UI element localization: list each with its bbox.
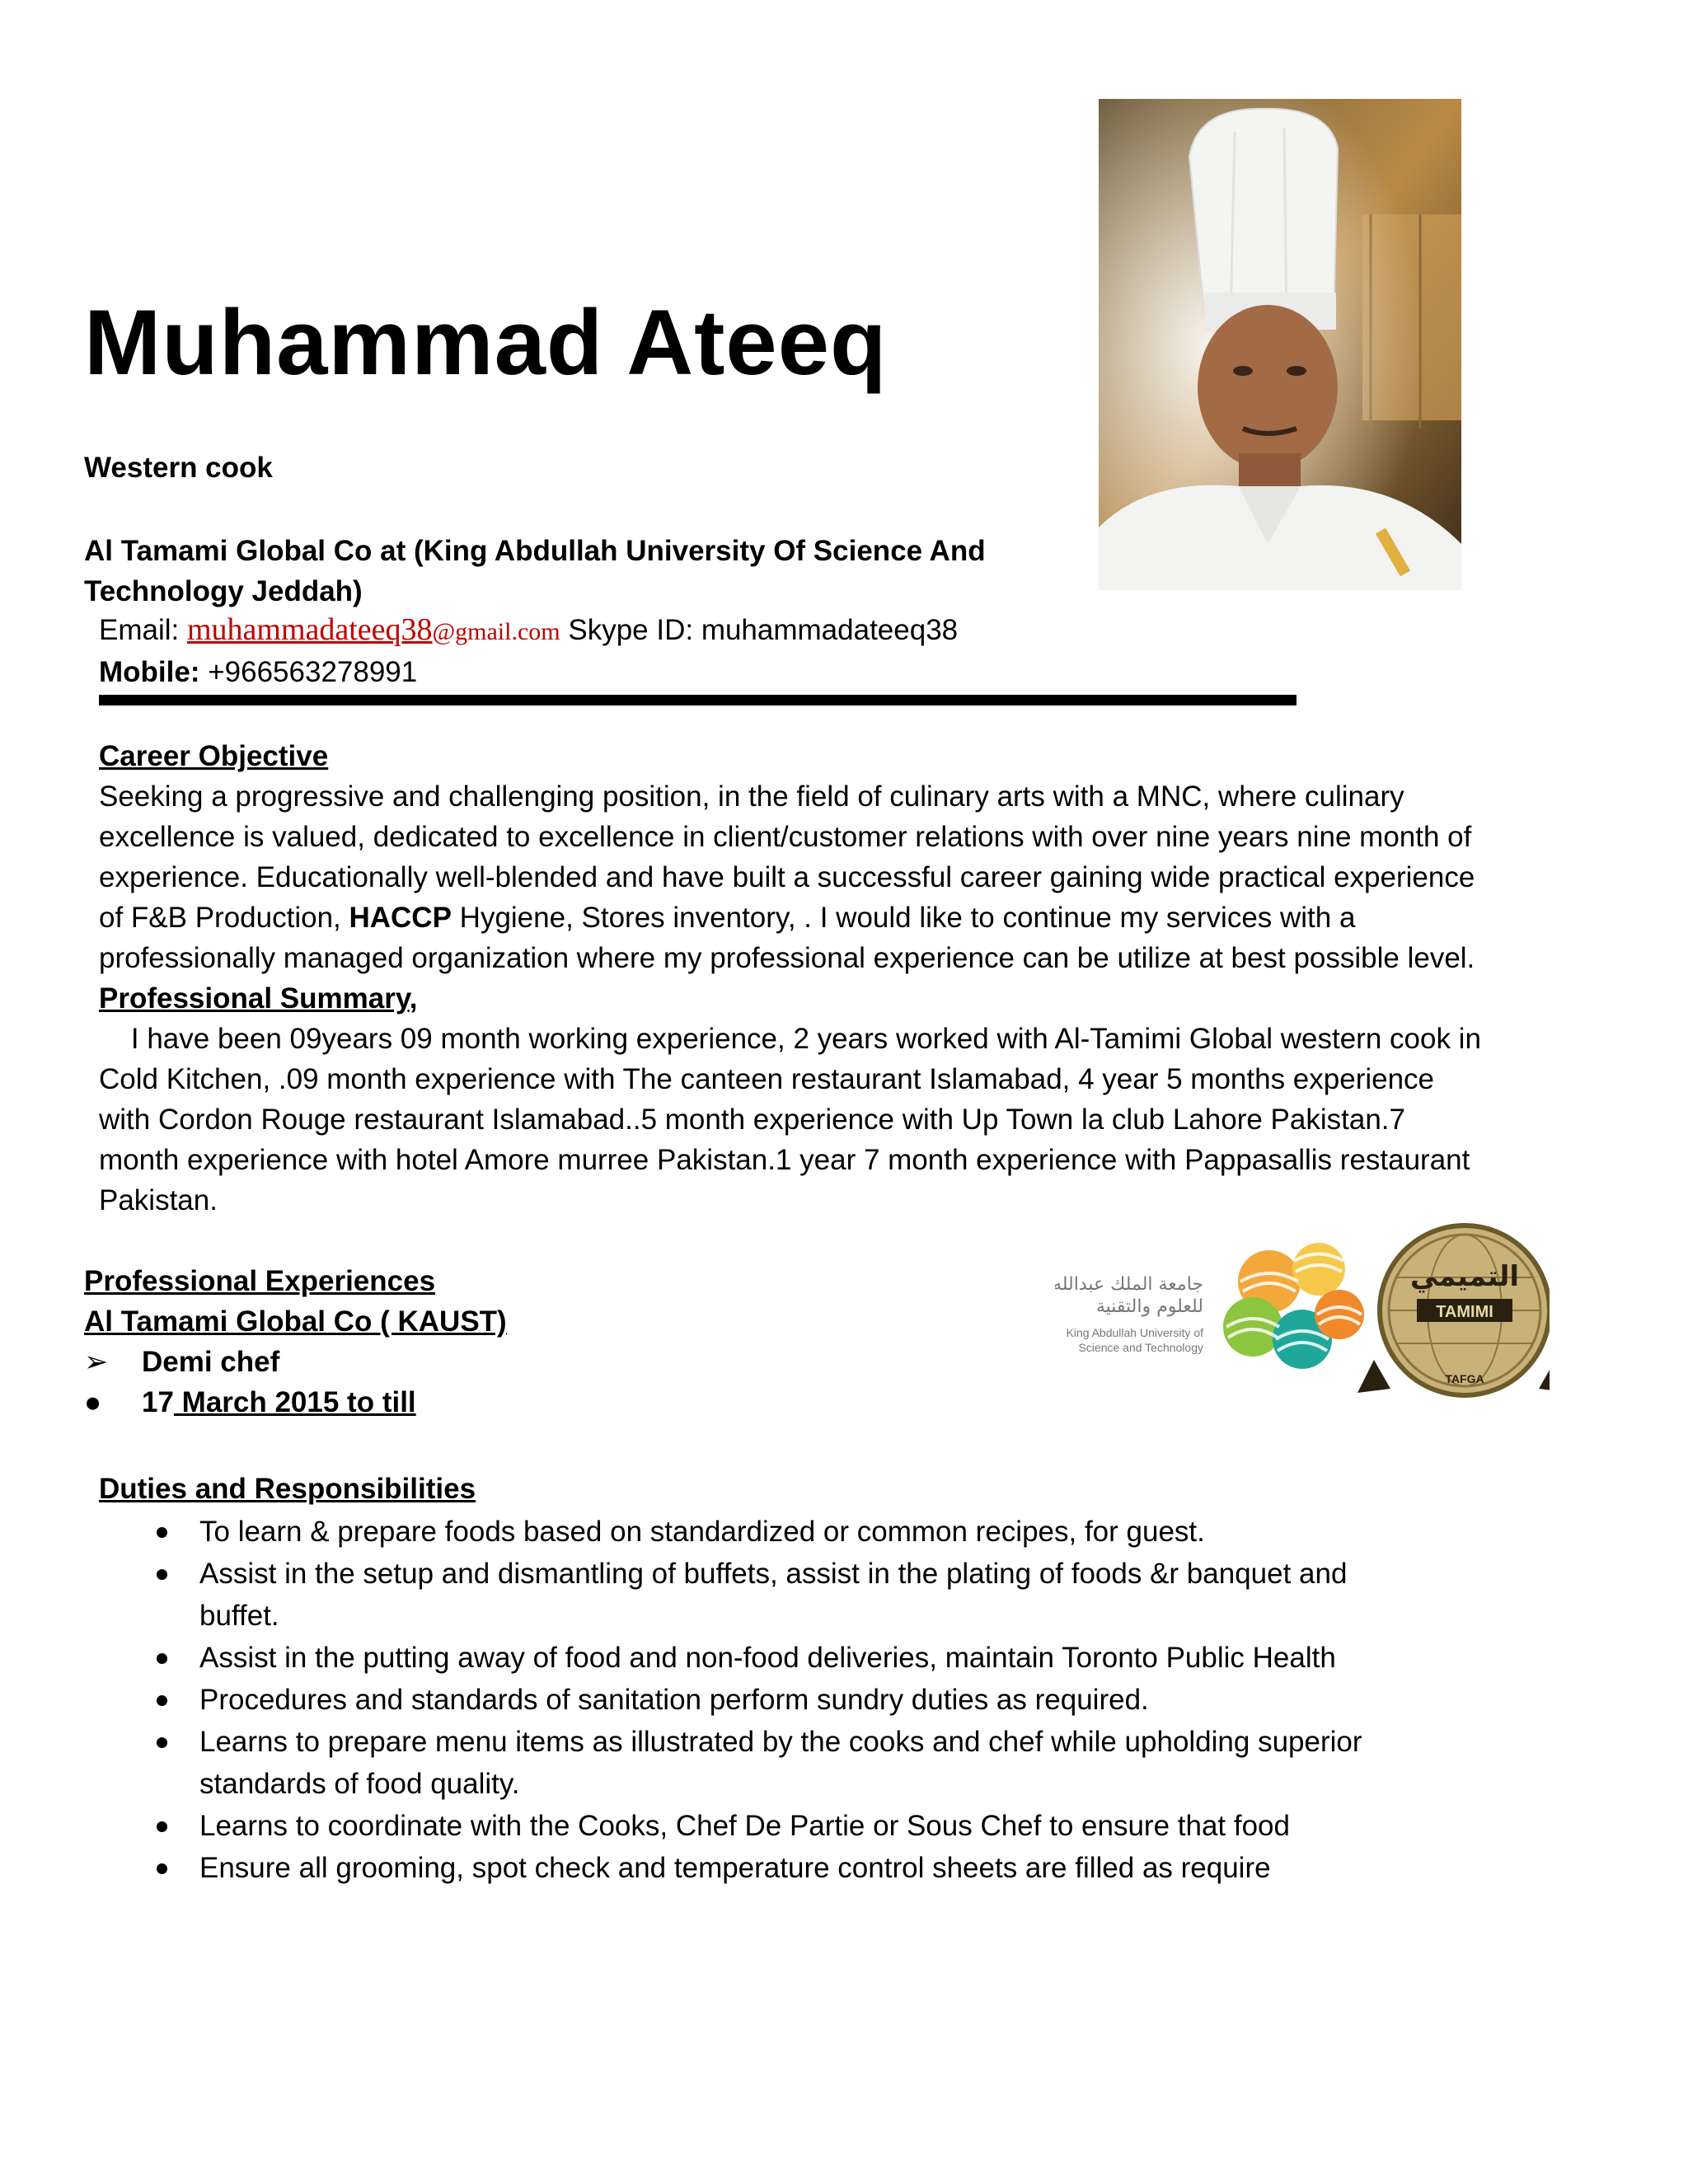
- duties-list: [148, 1511, 1362, 1889]
- kaust-arabic-2: للعلوم والتقنية: [1095, 1296, 1203, 1317]
- list-item-text: Procedures and standards of sanitation perform sundry duties as required.: [199, 1684, 1149, 1716]
- summary-line: Cold Kitchen, .09 month experience with The canteen restaurant Islamabad, 4 year 5 months experience: [99, 1063, 1435, 1095]
- company-block: [84, 531, 986, 612]
- list-item: [148, 1637, 1362, 1679]
- list-item-text: standards of food quality.: [199, 1768, 520, 1800]
- arrow-bullet-icon: ➢: [84, 1346, 109, 1378]
- summary-line: Pakistan.: [99, 1184, 218, 1216]
- list-item: [148, 1553, 1362, 1637]
- candidate-name: Muhammad Ateeq: [84, 291, 888, 394]
- summary-heading-suffix: ,: [409, 982, 418, 1015]
- kaust-logo: [1055, 1243, 1364, 1369]
- email-domain[interactable]: @gmail.com: [432, 618, 560, 645]
- email-label: Email:: [99, 614, 187, 646]
- company-line-2: Technology Jeddah): [84, 575, 363, 607]
- list-item: [148, 1679, 1362, 1721]
- profile-photo: [1099, 99, 1461, 590]
- objective-line: excellence is valued, dedicated to excellence in client/customer relations with over nine years nine month of: [99, 821, 1472, 853]
- career-objective-heading: Career Objective: [99, 740, 329, 772]
- tamimi-arabic: التميمي: [1409, 1260, 1520, 1293]
- list-item: [148, 1805, 1362, 1847]
- position-title: Demi chef: [142, 1346, 280, 1378]
- objective-line: experience. Educationally well-blended and have built a successful career gaining wide practical experience: [99, 861, 1475, 893]
- objective-line: professionally managed organization where my professional experience can be utilize at best possible level.: [99, 942, 1475, 974]
- company-line-1: Al Tamami Global Co at (King Abdullah University Of Science And: [84, 535, 986, 567]
- list-item: [148, 1511, 1362, 1553]
- mobile-label: Mobile:: [99, 656, 200, 688]
- header-divider: [99, 695, 1296, 705]
- kaust-english-2: Science and Technology: [1078, 1341, 1203, 1354]
- summary-line: I have been 09years 09 month working experience, 2 years worked with Al-Tamimi Global western cook in: [99, 1023, 1481, 1055]
- list-item-text: Learns to coordinate with the Cooks, Chef De Partie or Sous Chef to ensure that food: [199, 1810, 1290, 1842]
- employer-name: Al Tamami Global Co ( KAUST): [84, 1305, 507, 1338]
- professional-experiences-section: [84, 1261, 507, 1422]
- date-row: [84, 1382, 507, 1422]
- list-item: [148, 1847, 1362, 1889]
- summary-heading-row: [99, 978, 1481, 1019]
- list-item-text: buffet.: [199, 1600, 279, 1632]
- position-row: [84, 1342, 507, 1382]
- summary-line: with Cordon Rouge restaurant Islamabad..5 month experience with Up Town la club Lahore Pakistan.7: [99, 1104, 1405, 1136]
- professional-summary-heading: Professional Summary: [99, 982, 410, 1015]
- duties-heading: Duties and Responsibilities: [99, 1473, 476, 1505]
- list-item-text: Ensure all grooming, spot check and temperature control sheets are filled as require: [199, 1852, 1271, 1884]
- contact-block: [99, 610, 958, 692]
- career-objective-section: [99, 736, 1475, 978]
- professional-experiences-heading: Professional Experiences: [84, 1265, 436, 1297]
- email-link[interactable]: muhammadateeq38: [186, 612, 433, 647]
- professional-summary-section: [99, 978, 1481, 1221]
- email-row: [99, 610, 958, 652]
- objective-line-part: Hygiene, Stores inventory, . I would like to continue my services with a: [451, 902, 1356, 934]
- bullet-icon: [157, 1527, 167, 1538]
- circle-bullet-icon: ●: [84, 1386, 102, 1418]
- bullet-icon: [157, 1569, 167, 1580]
- list-item-text: Assist in the setup and dismantling of buffets, assist in the plating of foods &r banquet and: [199, 1558, 1348, 1590]
- tamimi-name: TAMIMI: [1436, 1303, 1493, 1321]
- tamimi-logo: [1357, 1226, 1550, 1395]
- date-day: 17: [142, 1386, 174, 1418]
- list-item-text: To learn & prepare foods based on standardized or common recipes, for guest.: [199, 1516, 1205, 1548]
- job-title: Western cook: [84, 452, 273, 484]
- mobile-value: +966563278991: [199, 656, 418, 688]
- tamimi-subtitle: TAFGA: [1445, 1372, 1484, 1385]
- bullet-icon: [157, 1695, 167, 1706]
- bullet-icon: [157, 1737, 167, 1748]
- bullet-icon: [157, 1821, 167, 1832]
- kaust-arabic-1: جامعة الملك عبدالله: [1055, 1274, 1203, 1295]
- bullet-icon: [157, 1653, 167, 1664]
- objective-line: [99, 898, 1475, 938]
- list-item-text: Assist in the putting away of food and non-food deliveries, maintain Toronto Public Health: [199, 1642, 1336, 1674]
- bullet-icon: [157, 1863, 167, 1874]
- list-item-text: Learns to prepare menu items as illustrated by the cooks and chef while upholding superior: [199, 1726, 1362, 1758]
- list-item: [148, 1721, 1362, 1805]
- objective-line: Seeking a progressive and challenging position, in the field of culinary arts with a MNC, where culinary: [99, 780, 1404, 813]
- kaust-english-1: King Abdullah University of: [1066, 1326, 1203, 1339]
- haccp-term: HACCP: [349, 902, 452, 934]
- employer-logos: [1055, 1220, 1550, 1442]
- mobile-row: [99, 652, 958, 692]
- date-range: March 2015 to till: [173, 1386, 416, 1418]
- summary-line: month experience with hotel Amore murree Pakistan.1 year 7 month experience with Pappasallis restaurant: [99, 1144, 1470, 1176]
- objective-line-part: of F&B Production,: [99, 902, 349, 934]
- skype-id: Skype ID: muhammadateeq38: [560, 614, 959, 646]
